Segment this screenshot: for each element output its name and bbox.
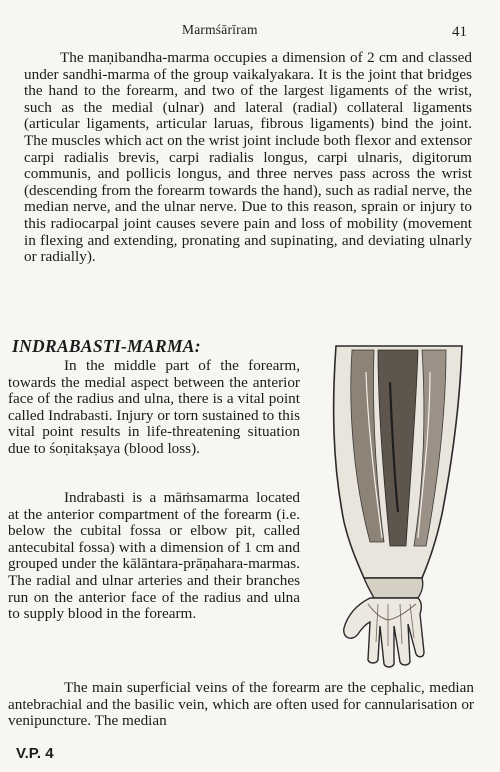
section-heading-indrabasti: INDRABASTI-MARMA:: [12, 336, 201, 356]
forearm-anatomy-illustration: [318, 342, 478, 668]
paragraph-manibandha: The maṇibandha-marma occupies a dimension of 2 cm and classed under sandhi-marma of the group vaikalyakara. It is the joint that bridges the hand to the forearm, and two of the largest ligaments of the wrist, such as the medial (ulnar) and lateral (radial) collateral ligaments (articular ligaments, articular laruas, fibrous ligaments) bind the joint. The muscles which act on the wrist joint include both flexor and extensor carpi radialis brevis, carpi radialis longus, carpi ulnaris, digitorum communis, and pollicis longus, and three nerves pass across the wrist (descending from the forearm towards the hand), such as radial nerve, the median nerve, and the ulnar nerve. Due to this reason, sprain or injury to this radiocarpal joint causes severe pain and loss of mobility (movement in flexing and extending, pronating and supinating, and deviating ulnarly or radially).: [24, 49, 472, 266]
running-title: Marmśārīram: [182, 22, 258, 37]
page-signature: V.P. 4: [16, 745, 54, 762]
paragraph-indrabasti-details: Indrabasti is a māṁsamarma located at the anterior compartment of the forearm (i.e. below the cubital fossa or elbow pit, called antecubital fossa) with a dimension of 1 cm and grouped under the kālāntara-prāṇahara-marmas. The radial and ulnar arteries and their branches run on the anterior face of the radius and ulna to supply blood in the forearm.: [8, 489, 300, 623]
paragraph-indrabasti-location: In the middle part of the forearm, towards the medial aspect between the anterior face of the radius and ulna, there is a vital point called Indrabasti. Injury or torn sustained to this vital point results in life-threatening situation due to śoṇitakṣaya (blood loss).: [8, 357, 300, 457]
paragraph-superficial-veins: The main superficial veins of the forearm are the cephalic, median antebrachial and the basilic vein, which are often used for cannularisation or venipuncture. The median: [8, 679, 474, 730]
page-number: 41: [452, 24, 467, 40]
